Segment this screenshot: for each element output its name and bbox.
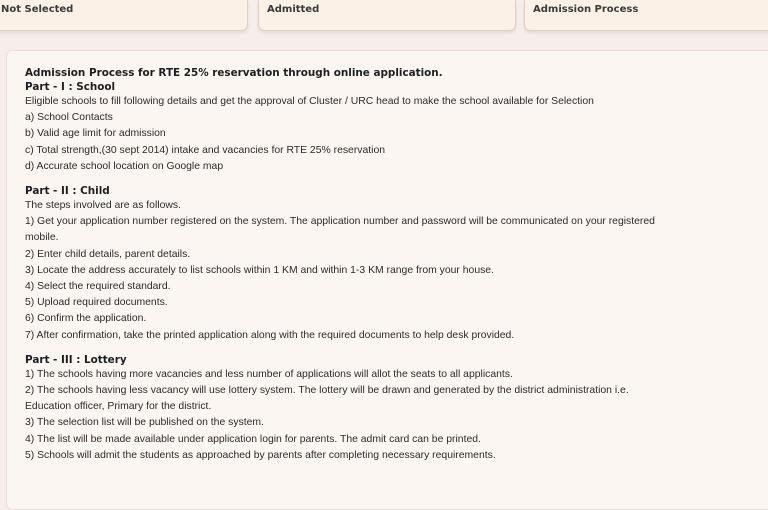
part3-line: Education officer, Primary for the district.: [25, 401, 212, 413]
tab-not-selected[interactable]: [0, 0, 248, 31]
tab-admitted-label: Admitted: [267, 4, 320, 15]
admission-process-content: [25, 67, 768, 464]
part2-lines: [25, 198, 768, 344]
part2-heading: Part - II : Child: [25, 185, 110, 198]
part1-line: b) Valid age limit for admission: [25, 128, 166, 140]
tab-admission-process[interactable]: [524, 0, 768, 31]
part1-line: d) Accurate school location on Google map: [25, 160, 224, 172]
page-title: Admission Process for RTE 25% reservation through online application.: [25, 67, 443, 79]
part3-line: 4) The list will be made available under application login for parents. The admit card can be printed.: [25, 433, 481, 445]
part2-line: 7) After confirmation, take the printed application along with the required documents to help desk provided.: [25, 329, 515, 341]
part1-line: Eligible schools to fill following details and get the approval of Cluster / URC head to make the school available for Selection: [25, 96, 594, 107]
part3-line: 2) The schools having less vacancy will use lottery system. The lottery will be drawn and generated by the district administration i.e.: [25, 385, 629, 397]
part1-heading: Part - I : School: [25, 81, 116, 93]
part3-line: 5) Schools will admit the students as approached by parents after completing necessary requirements.: [25, 449, 496, 461]
part2-line: mobile.: [25, 232, 59, 244]
tab-not-selected-label: Not Selected: [1, 4, 74, 15]
part2-line: The steps involved are as follows.: [25, 200, 181, 212]
part3-heading: Part - III : Lottery: [25, 353, 127, 366]
part2-line: 1) Get your application number registered on the system. The application number and password will be communicated on your registered: [25, 216, 655, 228]
part2-line: 2) Enter child details, parent details.: [25, 248, 191, 260]
part2-line: 6) Confirm the application.: [25, 313, 147, 325]
part2-line: 5) Upload required documents.: [25, 297, 168, 309]
part3-line: 3) The selection list will be published on the system.: [25, 417, 264, 429]
part2-line: 3) Locate the address accurately to list schools within 1 KM and within 1-3 KM range from your house.: [25, 264, 494, 276]
part1-lines: [25, 94, 768, 175]
part1-line: c) Total strength,(30 sept 2014) intake and vacancies for RTE 25% reservation: [25, 144, 386, 156]
tab-admitted[interactable]: [258, 0, 516, 31]
part3-lines: [25, 367, 768, 464]
part1-line: a) School Contacts: [25, 112, 113, 124]
part2-line: 4) Select the required standard.: [25, 281, 171, 293]
part3-line: 1) The schools having more vacancies and less number of applications will allot the seats to all applicants.: [25, 368, 513, 380]
tab-admission-process-label: Admission Process: [533, 4, 639, 15]
